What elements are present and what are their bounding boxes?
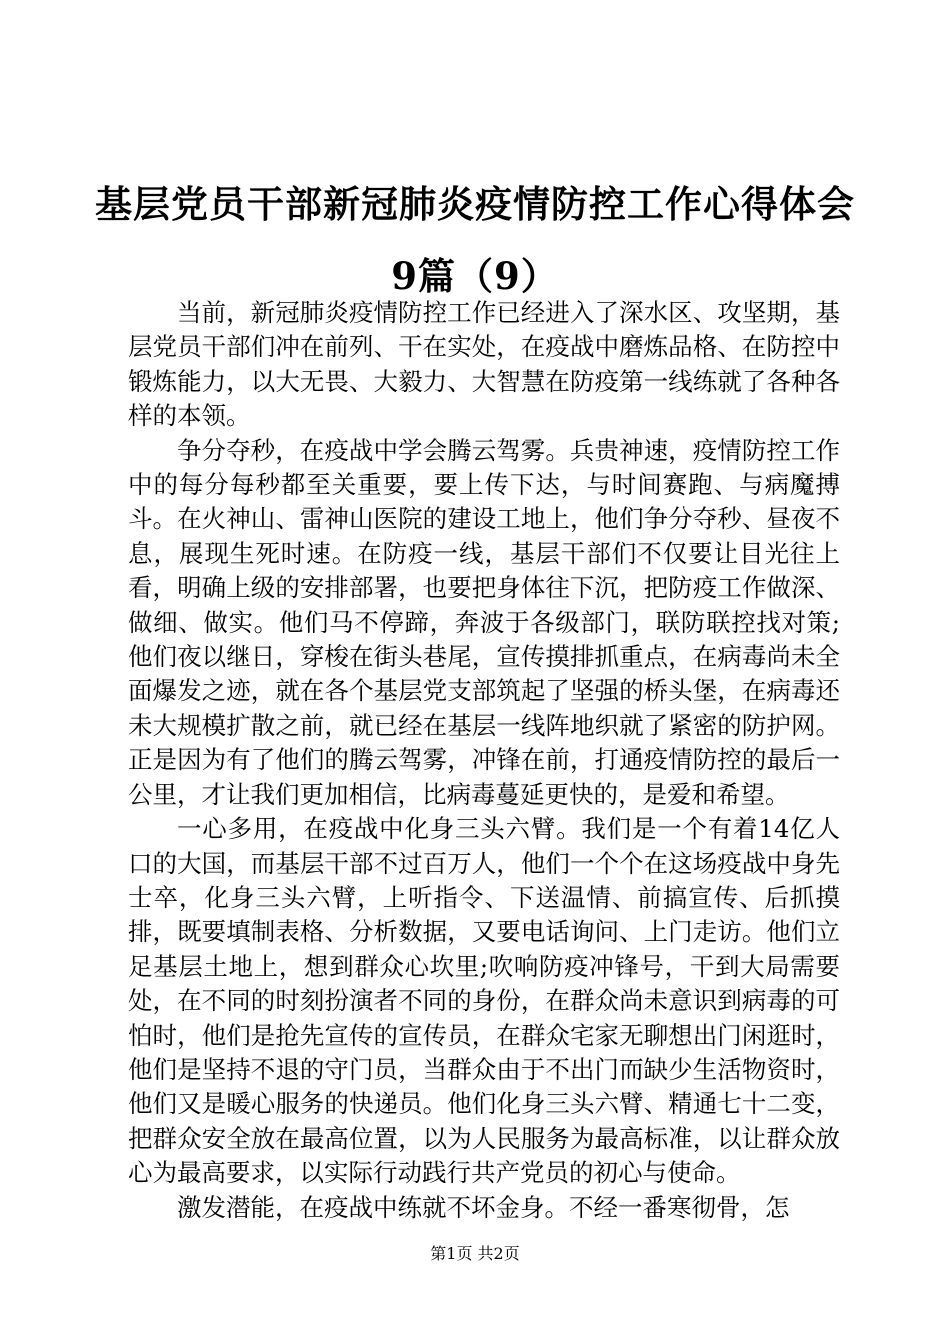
paragraph: 一心多用，在疫战中化身三头六臂。我们是一个有着14亿人口的大国，而基层干部不过百万人，他们一个个在这场疫战中身先士卒，化身三头六臂，上听指令、下送温情、前搞宣传、后抓摸排，既要填制表格、分析数据，又要电话询问、上门走访。他们立足基层土地上，想到群众心坎里;吹响防疫冲锋号，干到大局需要处，在不同的时刻扮演者不同的身份，在群众尚未意识到病毒的可怕时，他们是抢先宣传的宣传员，在群众宅家无聊想出门闲逛时，他们是坚持不退的守门员，当群众由于不出门而缺少生活物资时，他们又是暖心服务的快递员。他们化身三头六臂、精通七十二变，把群众安全放在最高位置，以为人民服务为最高标准，以让群众放心为最高要求，以实际行动践行共产党员的初心与使命。: [128, 814, 840, 1188]
document-body: [128, 296, 840, 1225]
page-footer: 第1页 共2页: [430, 1244, 520, 1263]
title-line-1: 基层党员干部新冠肺炎疫情防控工作心得体会: [95, 182, 855, 226]
paragraph: 争分夺秒，在疫战中学会腾云驾雾。兵贵神速，疫情防控工作中的每分每秒都至关重要，要上传下达，与时间赛跑、与病魔搏斗。在火神山、雷神山医院的建设工地上，他们争分夺秒、昼夜不息，展现生死时速。在防疫一线，基层干部们不仅要让目光往上看，明确上级的安排部署，也要把身体往下沉，把防疫工作做深、做细、做实。他们马不停蹄，奔波于各级部门，联防联控找对策;他们夜以继日，穿梭在街头巷尾，宣传摸排抓重点，在病毒尚未全面爆发之迹，就在各个基层党支部筑起了坚强的桥头堡，在病毒还未大规模扩散之前，就已经在基层一线阵地织就了紧密的防护网。正是因为有了他们的腾云驾雾，冲锋在前，打通疫情防控的最后一公里，才让我们更加相信，比病毒蔓延更快的，是爱和希望。: [128, 435, 840, 809]
document-title: [60, 168, 890, 312]
title-line-2: 9篇（9）: [391, 254, 559, 298]
paragraph: 当前，新冠肺炎疫情防控工作已经进入了深水区、攻坚期，基层党员干部们冲在前列、干在实处，在疫战中磨炼品格、在防控中锻炼能力，以大无畏、大毅力、大智慧在防疫第一线练就了各种各样的本领。: [128, 298, 840, 431]
paragraph: 激发潜能，在疫战中练就不坏金身。不经一番寒彻骨，怎: [177, 1192, 790, 1222]
